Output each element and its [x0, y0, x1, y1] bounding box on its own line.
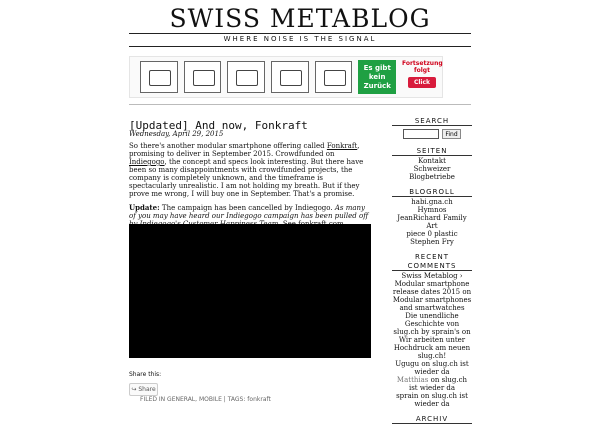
ad-comic-panel [140, 61, 178, 93]
recent-comment [392, 376, 472, 392]
blogroll-link[interactable]: habi.gna.ch [411, 198, 453, 206]
sidebar [392, 117, 472, 431]
pages-widget [392, 147, 472, 181]
content-divider [129, 104, 471, 105]
comment-author[interactable]: sprain [396, 392, 419, 400]
text: on [428, 376, 442, 384]
comment-post-link[interactable]: slug.ch ist wieder da [408, 376, 468, 392]
recent-heading-line1: RECENT [414, 253, 450, 261]
blogroll-heading: BLOGROLL [392, 188, 472, 197]
ad-banner[interactable] [129, 56, 443, 98]
comment-author[interactable]: Ugugu [395, 360, 420, 368]
blogroll-widget [392, 188, 472, 246]
search-input[interactable] [403, 129, 439, 139]
text: on [418, 392, 432, 400]
ad-comic-panel [271, 61, 309, 93]
indiegogo-link[interactable]: Indiegogo [129, 158, 165, 166]
pages-heading: SEITEN [392, 147, 472, 156]
text: So there's another modular smartphone offering called [129, 142, 327, 150]
ad-click-button[interactable]: Click [408, 77, 436, 88]
search-button[interactable]: Find [442, 129, 460, 139]
comment-author[interactable]: Matthias [396, 376, 429, 384]
share-button-label: Share [138, 386, 156, 393]
comment-post-link[interactable]: sprain's on Wir arbeiten unter Hochdruck am neuen slug.ch! [393, 328, 471, 360]
ad-comic-panel [227, 61, 265, 93]
comment-author[interactable]: Swiss Metablog [401, 272, 458, 280]
blogroll-link[interactable]: Stephen Fry [410, 238, 454, 246]
comment-post-link[interactable]: Modular smartphone release dates 2015 on Modular smartphones and smartwatches [392, 280, 472, 312]
text: › [457, 272, 463, 280]
comment-author[interactable]: Die unendliche Geschichte von slug.ch [393, 312, 460, 336]
post-title[interactable]: [Updated] And now, Fonkraft [129, 119, 308, 132]
post-date: Wednesday, April 29, 2015 [129, 130, 224, 138]
site-tagline: WHERE NOISE IS THE SIGNAL [223, 35, 377, 43]
recent-comment [392, 272, 472, 312]
archive-heading: ARCHIV [392, 415, 472, 424]
video-embed[interactable] [129, 224, 371, 358]
page-link[interactable]: Kontakt [418, 157, 446, 165]
recent-comment [392, 392, 472, 408]
comment-post-link[interactable]: slug.ch ist wieder da [414, 392, 468, 408]
ad-comic-panel [184, 61, 222, 93]
recent-heading-line2: COMMENTS [392, 262, 472, 271]
update-label: Update: [129, 203, 160, 212]
recent-heading [392, 253, 472, 261]
comment-post-link[interactable]: slug.ch ist wieder da [414, 360, 469, 376]
ad-green-box: Es gibt kein Zurück [358, 60, 396, 94]
post-body [129, 142, 372, 234]
search-heading: SEARCH [392, 117, 472, 126]
header-rule-bottom [129, 46, 471, 47]
site-title[interactable]: SWISS METABLOG [169, 4, 431, 33]
text: , the concept and specs look interesting. But there have been so many disappointments with crowdfunded projects, the company is completely unknown, and the timeframe is spectacularly unrealistic. I am not holding my breath. But if they prove me wrong, I will buy one in September. That's a promise. [129, 158, 364, 198]
recent-comments-widget [392, 253, 472, 408]
share-button[interactable] [129, 383, 158, 396]
text: The campaign has been cancelled by Indiegogo. [159, 204, 335, 212]
blogroll-link[interactable]: JeanRichard Family Art [397, 214, 467, 230]
post-filed-meta: FILED IN GENERAL, MOBILE | TAGS: fonkraft [140, 396, 271, 403]
archive-widget [392, 415, 472, 424]
share-label: Share this: [129, 371, 162, 378]
header-rule-top [129, 33, 471, 34]
text: , promising to deliver in September 2015. Crowdfunded on [129, 142, 360, 158]
blogroll-link[interactable]: piece 0 plastic [406, 230, 458, 238]
text: by [418, 328, 432, 336]
post-paragraph [129, 142, 372, 198]
search-widget [392, 117, 472, 139]
update-quote: As many of you may have heard our Indiegogo campaign has been pulled off [129, 204, 369, 220]
blogroll-link[interactable]: Hymnos [417, 206, 447, 214]
text: on [419, 360, 433, 368]
recent-comment [392, 312, 472, 360]
ad-comic-panel [315, 61, 353, 93]
fonkraft-link[interactable]: Fonkraft [326, 142, 358, 150]
ad-right-text: Fortsetzung folgt [402, 60, 443, 74]
recent-comment [392, 360, 472, 376]
header [129, 0, 471, 32]
share-icon: ↪ [131, 386, 137, 393]
page-link[interactable]: Schweizer Blogbetriebe [409, 165, 455, 181]
ad-right-box [402, 60, 442, 94]
